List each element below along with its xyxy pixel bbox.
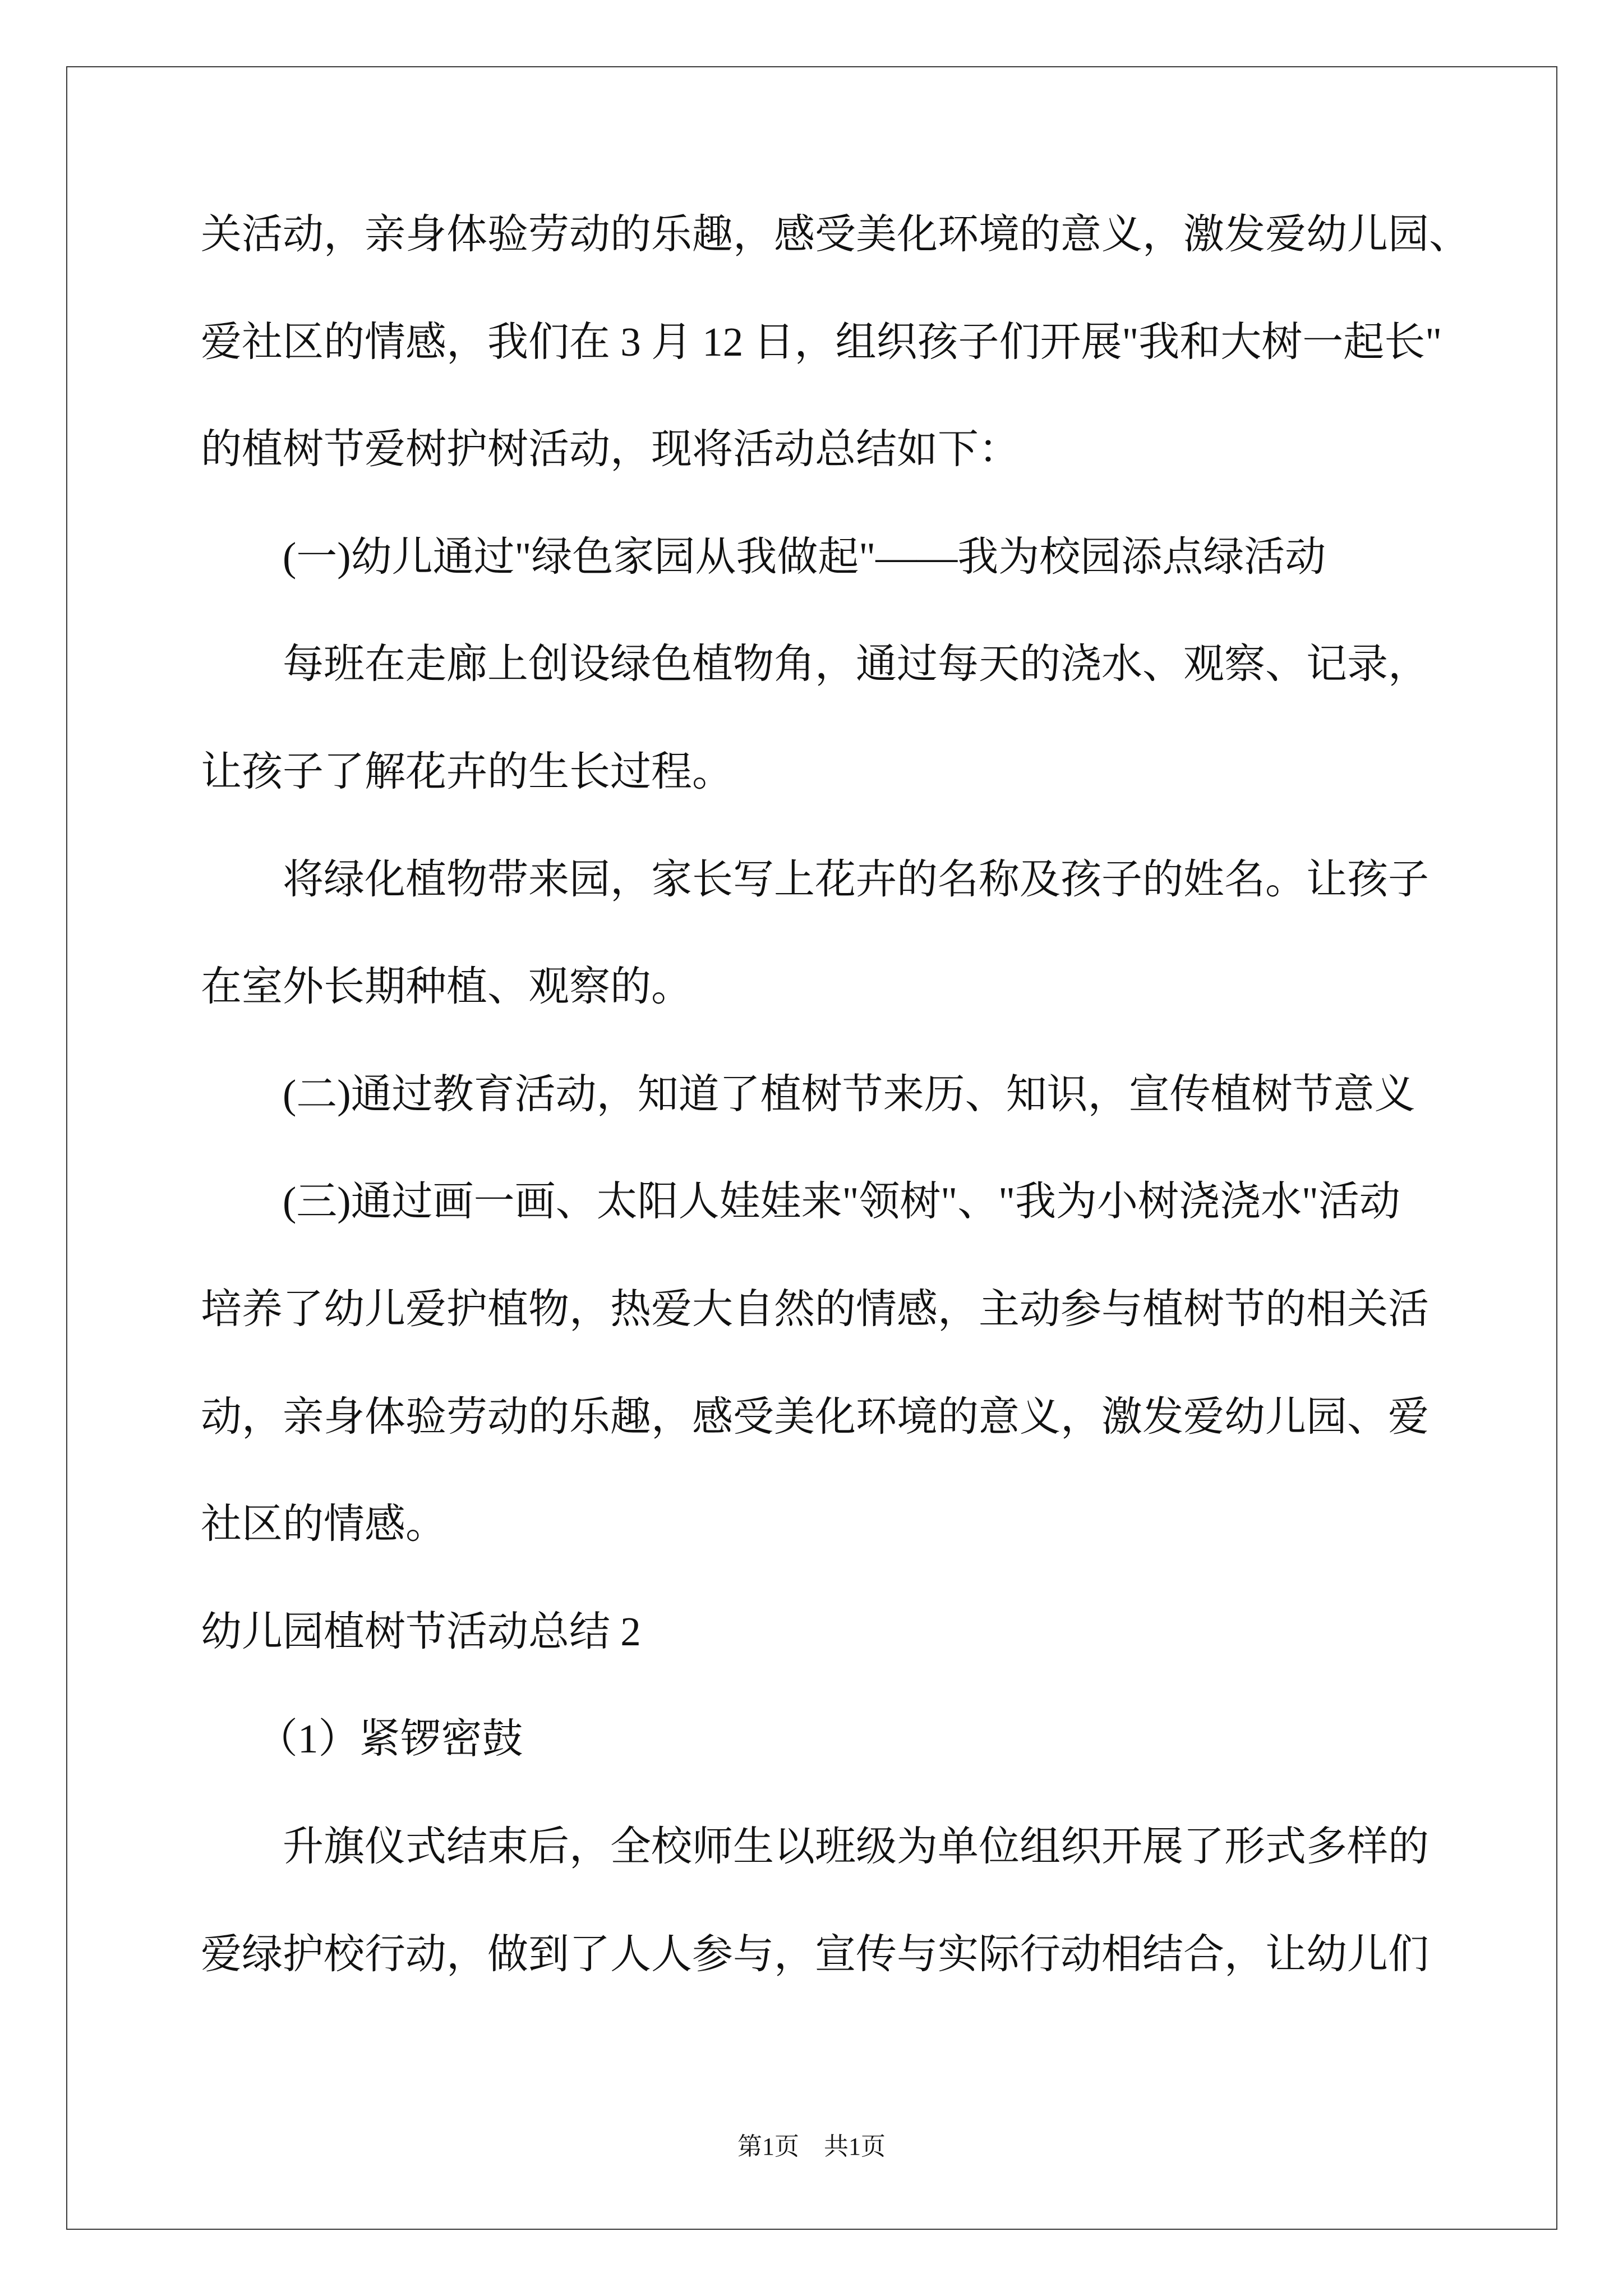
paragraph-line: 的植树节爱树护树活动，现将活动总结如下：: [201, 426, 1020, 472]
document-body: [201, 181, 1536, 2008]
section-heading: 幼儿园植树节活动总结 2: [201, 1608, 641, 1654]
paragraph-line: 将绿化植物带来园，家长写上花卉的名称及孩子的姓名。让孩子: [283, 856, 1429, 902]
paragraph-line: 让孩子了解花卉的生长过程。: [201, 748, 733, 794]
paragraph-line: 升旗仪式结束后，全校师生以班级为单位组织开展了形式多样的: [283, 1823, 1429, 1869]
paragraph-line: 爱社区的情感，我们在 3 月 12 日，组织孩子们开展"我和大树一起长": [201, 319, 1442, 365]
paragraph-line: 社区的情感。: [201, 1501, 446, 1547]
paragraph-line: 动，亲身体验劳动的乐趣，感受美化环境的意义，激发爱幼儿园、爱: [201, 1393, 1429, 1439]
list-item-heading: (二)通过教育活动，知道了植树节来历、知识，宣传植树节意义: [283, 1071, 1415, 1117]
subsection-heading: （1）紧锣密鼓: [257, 1716, 523, 1762]
paragraph-line: 培养了幼儿爱护植物，热爱大自然的情感，主动参与植树节的相关活: [201, 1286, 1429, 1332]
paragraph-line: 关活动，亲身体验劳动的乐趣，感受美化环境的意义，激发爱幼儿园、: [201, 211, 1470, 257]
list-item-heading: (一)幼儿通过"绿色家园从我做起"——我为校园添点绿活动: [283, 533, 1326, 579]
paragraph-line: 爱绿护校行动，做到了人人参与，宣传与实际行动相结合，让幼儿们: [201, 1931, 1429, 1977]
paragraph-line: 在室外长期种植、观察的。: [201, 964, 692, 1010]
list-item-heading: (三)通过画一画、太阳人娃娃来"领树"、"我为小树浇浇水"活动: [283, 1179, 1400, 1225]
page-number-footer: 第1页 共1页: [737, 2133, 886, 2160]
paragraph-line: 每班在走廊上创设绿色植物角，通过每天的浇水、观察、记录，: [283, 641, 1429, 687]
